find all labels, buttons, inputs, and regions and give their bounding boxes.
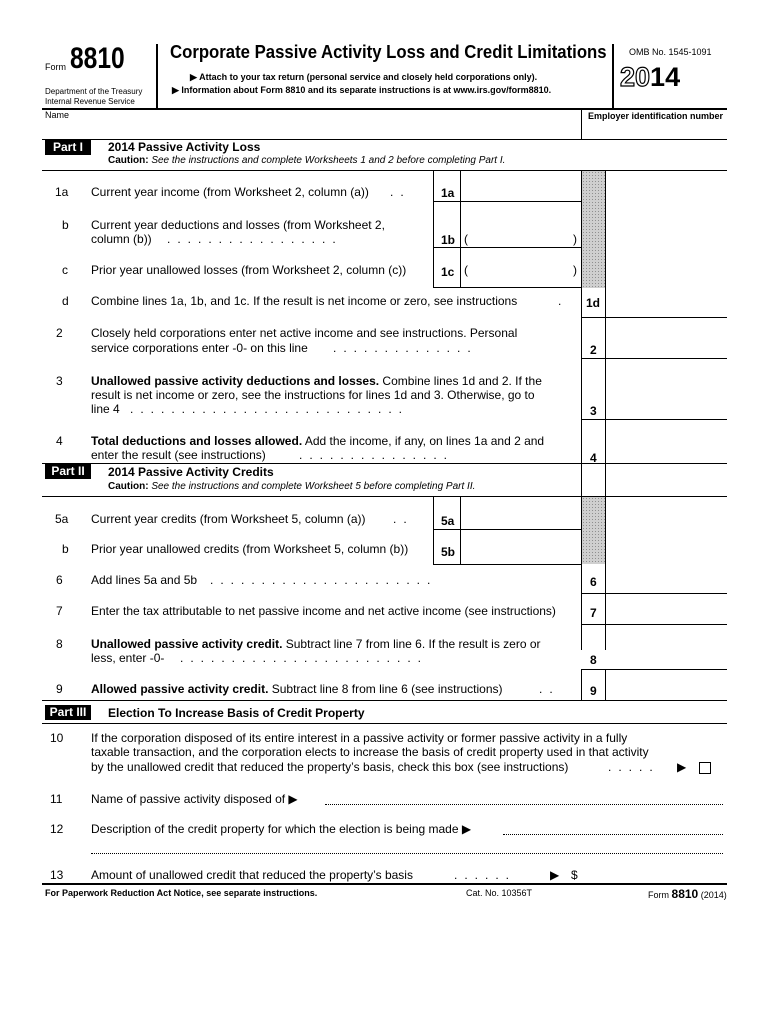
line-12-input-2[interactable] [91,853,723,854]
line-1d-text: Combine lines 1a, 1b, and 1c. If the result is net income or zero, see instructions [91,294,518,308]
line-13-input[interactable] [582,866,722,882]
part1-caution-label: Caution: [108,155,149,166]
part3-title: Election To Increase Basis of Credit Property [108,706,365,720]
box-8-label: 8 [590,653,597,667]
tax-year-outline: 20 [620,62,651,92]
leader-dots: .. [393,512,414,526]
line-5b-num: b [62,542,69,556]
omb-number: OMB No. 1545-1091 [629,47,712,57]
box-1c-label: 1c [441,265,455,279]
part2-caution [108,481,475,492]
line-8-num: 8 [56,637,63,651]
line-2-text2: service corporations enter -0- on this line [91,341,308,355]
line-12-num: 12 [50,822,64,836]
agency: Internal Revenue Service [45,97,135,106]
dollar-sign: $ [571,868,578,882]
tax-year-bold: 14 [650,62,681,92]
line-3-text2: result is net income or zero, see the instructions for lines 1d and 3. Otherwise, go to [91,388,535,402]
line-4-num: 4 [56,434,63,448]
paren-close: ) [573,263,577,277]
line-3-bold: Unallowed passive activity deductions and losses. [91,374,380,388]
line-4-input[interactable] [608,422,726,462]
footer-form-word: Form [648,890,669,900]
line-1a-input[interactable] [462,172,579,200]
line-9-input[interactable] [608,672,726,698]
info-line: ▶ Information about Form 8810 and its separate instructions is at www.irs.gov/form8810. [172,85,552,95]
paren-open: ( [464,232,468,246]
catalog-number: Cat. No. 10356T [466,888,533,898]
leader-dots: ........................... [130,402,410,416]
line-8-input[interactable] [608,627,726,667]
box-3-label: 3 [590,404,597,418]
footer-form-id [648,887,727,901]
attach-line: ▶ Attach to your tax return (personal service and closely held corporations only). [190,72,538,82]
line-4-text2: enter the result (see instructions) [91,448,266,462]
paren-open: ( [464,263,468,277]
line-10-text2: taxable transaction, and the corporation elects to increase the basis of credit property used in that activity [91,745,649,759]
line-10-text1: If the corporation disposed of its entire interest in a passive activity or former passive activity in a fully [91,731,628,745]
line-3-text3: line 4 [91,402,120,416]
paperwork-notice: For Paperwork Reduction Act Notice, see separate instructions. [45,888,318,898]
name-label: Name [45,110,70,120]
line-9-text1: Subtract line 8 from line 6 (see instructions) [268,682,503,696]
footer-form-number: 8810 [671,887,699,901]
line-4-row1 [91,434,544,448]
box-7-label: 7 [590,606,597,620]
leader-dots: .. [390,185,411,199]
line-7-input[interactable] [608,596,726,622]
line-12-input[interactable] [503,834,723,835]
leader-dots: ..... [608,760,660,774]
line-1b-text2: column (b)) [91,232,152,246]
box-9-label: 9 [590,684,597,698]
box-1b-label: 1b [441,233,456,247]
footer-year: (2014) [700,890,727,900]
shaded-area-1 [582,171,605,288]
department: Department of the Treasury [45,87,143,96]
line-1d-input[interactable] [608,290,726,316]
box-4-label: 4 [590,451,597,465]
leader-dots: ...................... [210,573,438,587]
ein-field[interactable] [584,122,724,138]
leader-dots: .............. [333,341,478,355]
line-1c-input[interactable] [470,250,570,285]
part1-title: 2014 Passive Activity Loss [108,140,261,154]
line-1d-num: d [62,294,69,308]
line-1c-num: c [62,263,68,277]
line-7-text: Enter the tax attributable to net passive income and net active income (see instructions) [91,604,556,618]
line-3-text1: Combine lines 1d and 2. If the [379,374,542,388]
line-3-num: 3 [56,374,63,388]
part1-label: Part I [45,140,91,155]
line-4-bold: Total deductions and losses allowed. [91,434,303,448]
part2-caution-label: Caution: [108,481,149,492]
leader-dots: . [558,294,562,308]
leader-dots: ................. [167,232,343,246]
line-1b-text1: Current year deductions and losses (from Worksheet 2, [91,218,385,232]
line-1c-text: Prior year unallowed losses (from Worksheet 2, column (c)) [91,263,407,277]
leader-dots: ...... [454,868,517,882]
line-5a-text: Current year credits (from Worksheet 5, column (a)) [91,512,366,526]
election-checkbox[interactable] [699,762,711,774]
line-12-text: Description of the credit property for which the election is being made ▶ [91,822,472,836]
name-field[interactable] [44,120,574,138]
part3-label: Part III [45,705,91,720]
line-3-input[interactable] [608,362,726,417]
box-1a-label: 1a [441,186,455,200]
box-1d-label: 1d [586,296,601,310]
line-5a-input[interactable] [462,499,579,527]
line-9-row1 [91,682,503,696]
line-1b-num: b [62,218,69,232]
form-title: Corporate Passive Activity Loss and Credit Limitations [170,42,607,62]
line-3-row1 [91,374,542,388]
ein-label: Employer identification number [588,111,724,121]
arrow-icon: ▶ [677,760,687,774]
line-11-num: 11 [50,792,63,806]
part1-caution [108,155,505,166]
line-6-text: Add lines 5a and 5b [91,573,198,587]
part2-caution-text: See the instructions and complete Worksheet 5 before completing Part II. [151,481,476,492]
line-6-num: 6 [56,573,63,587]
leader-dots: ............... [299,448,455,462]
line-8-text1: Subtract line 7 from line 6. If the result is zero or [282,637,541,651]
line-7-num: 7 [56,604,63,618]
box-6-label: 6 [590,575,597,589]
tax-year [620,62,680,93]
line-8-bold: Unallowed passive activity credit. [91,637,283,651]
line-10-text3: by the unallowed credit that reduced the property’s basis, check this box (see instructions) [91,760,569,774]
leader-dots: ........................ [180,651,429,665]
line-10-num: 10 [50,731,64,745]
line-11-input[interactable] [325,804,723,805]
line-1b-input[interactable] [470,208,570,245]
arrow-icon: ▶ [550,868,560,882]
shaded-area-2 [582,497,605,564]
line-9-num: 9 [56,682,63,696]
line-2-input[interactable] [608,320,726,357]
line-11-text: Name of passive activity disposed of ▶ [91,792,298,806]
line-1a-text: Current year income (from Worksheet 2, column (a)) [91,185,369,199]
part2-title: 2014 Passive Activity Credits [108,465,274,479]
line-5b-input[interactable] [462,532,579,562]
line-5b-text: Prior year unallowed credits (from Worksheet 5, column (b)) [91,542,409,556]
line-2-num: 2 [56,326,63,340]
part2-label: Part II [45,464,91,479]
box-2-label: 2 [590,343,597,357]
line-6-input[interactable] [608,567,726,591]
line-4-text1: Add the income, if any, on lines 1a and 2 and [302,434,545,448]
box-5a-label: 5a [441,514,455,528]
part1-caution-text: See the instructions and complete Worksheets 1 and 2 before completing Part I. [151,155,506,166]
paren-close: ) [573,232,577,246]
line-13-text: Amount of unallowed credit that reduced the property’s basis [91,868,413,882]
leader-dots: .. [539,682,560,696]
line-9-bold: Allowed passive activity credit. [91,682,269,696]
form-number: 8810 [70,42,125,75]
line-5a-num: 5a [55,512,69,526]
line-8-text2: less, enter -0- [91,651,165,665]
box-5b-label: 5b [441,545,456,559]
line-13-num: 13 [50,868,64,882]
line-1a-num: 1a [55,185,69,199]
form-word: Form [45,62,66,72]
line-8-row1 [91,637,541,651]
line-2-text1: Closely held corporations enter net active income and see instructions. Personal [91,326,518,340]
